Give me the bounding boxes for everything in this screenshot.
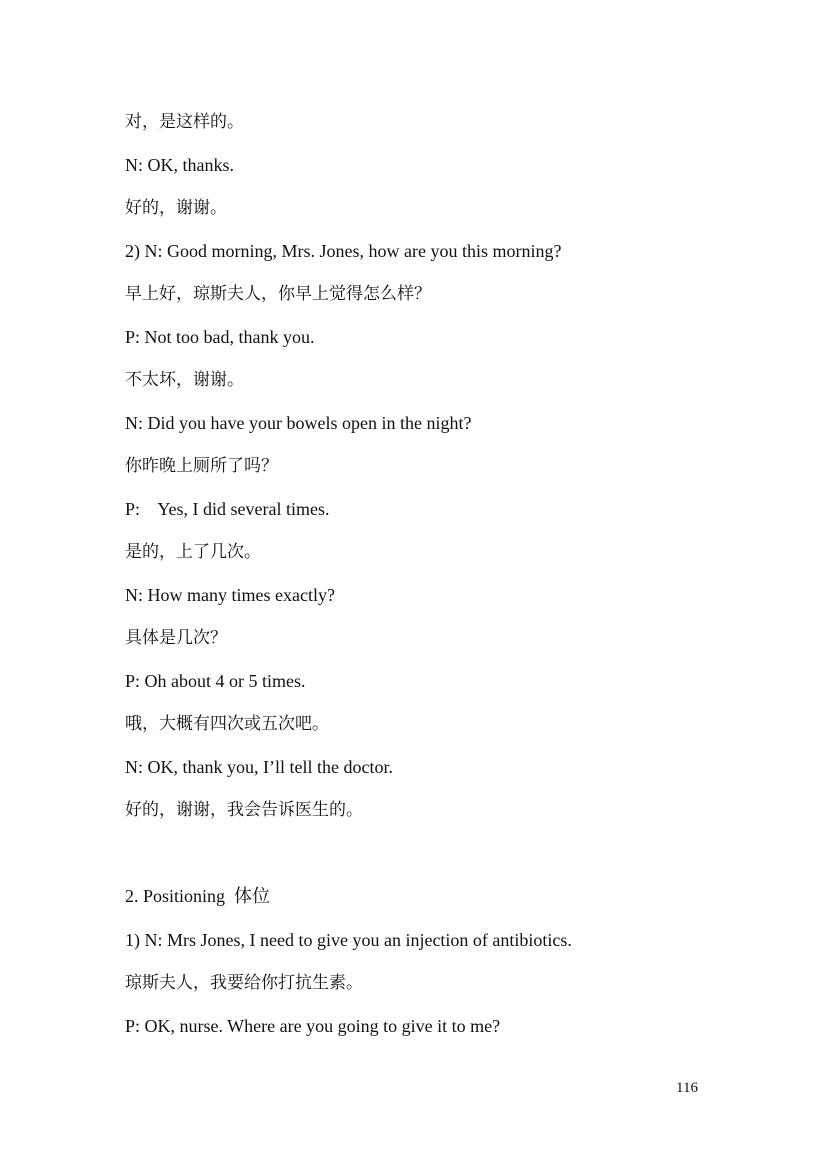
page-number: 116 [676, 1080, 698, 1096]
text-line: P: OK, nurse. Where are you going to give it to me? [125, 1016, 501, 1036]
text-line: 对，是这样的。 [125, 112, 244, 132]
text-line: 2) N: Good morning, Mrs. Jones, how are you this morning? [125, 241, 562, 261]
text-line: 你昨晚上厕所了吗？ [125, 456, 278, 476]
text-line: P: Oh about 4 or 5 times. [125, 671, 306, 691]
text-line: P: Not too bad, thank you. [125, 327, 315, 347]
text-line: 1) N: Mrs Jones, I need to give you an injection of antibiotics. [125, 930, 572, 950]
text-line: P: Yes, I did several times. [125, 499, 330, 519]
text-line: 不太坏，谢谢。 [125, 370, 244, 390]
text-line: 具体是几次？ [125, 628, 227, 648]
text-line: 好的，谢谢。 [125, 198, 227, 218]
text-line: N: How many times exactly? [125, 585, 335, 605]
text-line: N: Did you have your bowels open in the night? [125, 413, 472, 433]
text-line: 好的，谢谢，我会告诉医生的。 [125, 800, 363, 820]
text-line: 是的，上了几次。 [125, 542, 261, 562]
text-line: N: OK, thank you, I’ll tell the doctor. [125, 757, 393, 777]
text-line: 早上好，琼斯夫人，你早上觉得怎么样？ [125, 284, 431, 304]
section-heading: 2. Positioning 体位 [125, 886, 271, 906]
text-line: N: OK, thanks. [125, 155, 234, 175]
text-line: 哦，大概有四次或五次吧。 [125, 714, 329, 734]
text-line: 琼斯夫人，我要给你打抗生素。 [125, 973, 363, 993]
